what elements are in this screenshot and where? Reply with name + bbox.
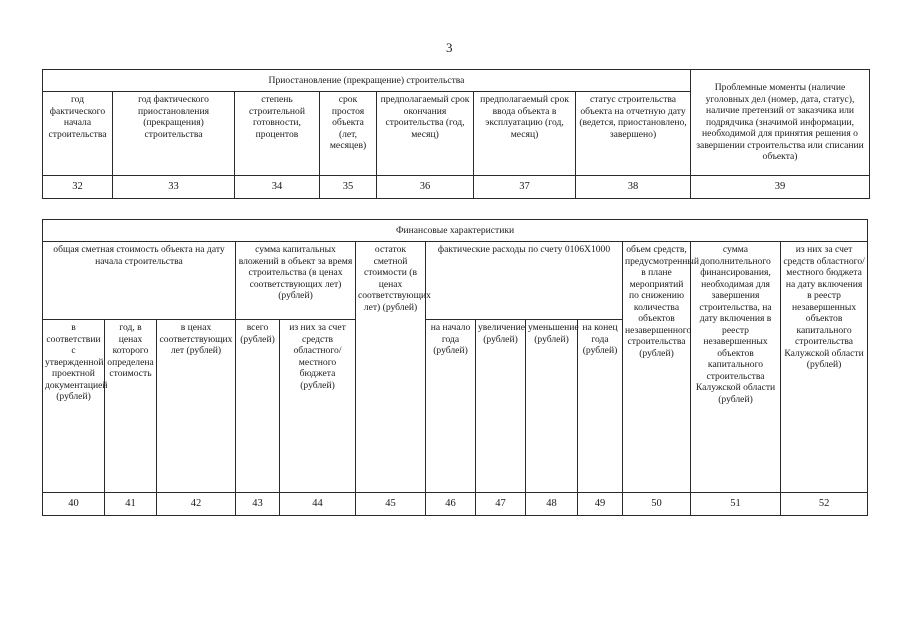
col-number: 37 [474, 176, 576, 199]
col-header-construction-status: статус строительства объекта на отчетную дату (ведется, приостановлено, завершено) [576, 92, 691, 176]
col-header-increase: увеличение (рублей) [476, 320, 526, 493]
col-number: 47 [476, 493, 526, 516]
col-header-expected-commissioning: предполагаемый срок ввода объекта в эксплуатацию (год, месяц) [474, 92, 576, 176]
problems-header: Проблемные моменты (наличие уголовных дел (номер, дата, статус), наличие претензий от заказчика или подрядчика (значимой информации, необходимой для принятия решения о завершении строительства или списании объекта) [691, 70, 870, 176]
page-number: 3 [446, 40, 453, 55]
col-number: 36 [377, 176, 474, 199]
additional-funding-header: сумма дополнительного финансирования, необходимая для завершения строительства, на дату включения в реестр незавершенных объектов капитального строительства Калужской области (рублей) [691, 242, 781, 493]
col-number: 46 [426, 493, 476, 516]
col-number: 41 [105, 493, 157, 516]
col-number: 34 [235, 176, 320, 199]
col-number: 44 [280, 493, 356, 516]
remaining-estimate-header: остаток сметной стоимости (в ценах соответствующих лет) (рублей) [356, 242, 426, 493]
col-number: 49 [578, 493, 623, 516]
financial-characteristics-table [42, 219, 868, 516]
col-header-decrease: уменьшение (рублей) [526, 320, 578, 493]
suspension-group-header: Приостановление (прекращение) строительства [43, 70, 691, 92]
regional-budget-header: из них за счет средств областного/ местного бюджета на дату включения в реестр незавершенных объектов капитального строительства Калужской области (рублей) [781, 242, 868, 493]
col-header-capital-budget: из них за счет средств областного/ местного бюджета (рублей) [280, 320, 356, 493]
capital-investment-header: сумма капитальных вложений в объект за время строительства (в ценах соответствующих лет) (рублей) [236, 242, 356, 320]
col-number: 35 [320, 176, 377, 199]
col-header-downtime: срок простоя объекта (лет, месяцев) [320, 92, 377, 176]
col-header-actual-start-year: год фактического начала строительства [43, 92, 113, 176]
construction-suspension-table [42, 69, 870, 199]
col-header-suspension-year: год фактического приостановления (прекращения) строительства [113, 92, 235, 176]
col-header-expected-completion: предполагаемый срок окончания строительства (год, месяц) [377, 92, 474, 176]
actual-expenses-header: фактические расходы по счету 0106Х1000 [426, 242, 623, 320]
col-header-year-end: на конец года (рублей) [578, 320, 623, 493]
col-number: 38 [576, 176, 691, 199]
col-header-price-year: год, в ценах которого определена стоимость [105, 320, 157, 493]
col-header-capital-total: всего (рублей) [236, 320, 280, 493]
col-number: 50 [623, 493, 691, 516]
col-header-estimate-by-project-docs: в соответствии с утвержденной проектной документацией (рублей) [43, 320, 105, 493]
estimate-cost-header: общая сметная стоимость объекта на дату начала строительства [43, 242, 236, 320]
col-header-current-prices: в ценах соответствующих лет (рублей) [157, 320, 236, 493]
col-number: 45 [356, 493, 426, 516]
planned-volume-header: объем средств, предусмотренный в плане мероприятий по снижению количества объектов незавершенного строительства (рублей) [623, 242, 691, 493]
col-number: 42 [157, 493, 236, 516]
col-header-year-start: на начало года (рублей) [426, 320, 476, 493]
col-number: 51 [691, 493, 781, 516]
col-number: 43 [236, 493, 280, 516]
col-number: 39 [691, 176, 870, 199]
col-number: 40 [43, 493, 105, 516]
financial-group-header: Финансовые характеристики [43, 220, 868, 242]
col-header-readiness-percent: степень строительной готовности, процентов [235, 92, 320, 176]
col-number: 48 [526, 493, 578, 516]
col-number: 52 [781, 493, 868, 516]
col-number: 33 [113, 176, 235, 199]
col-number: 32 [43, 176, 113, 199]
